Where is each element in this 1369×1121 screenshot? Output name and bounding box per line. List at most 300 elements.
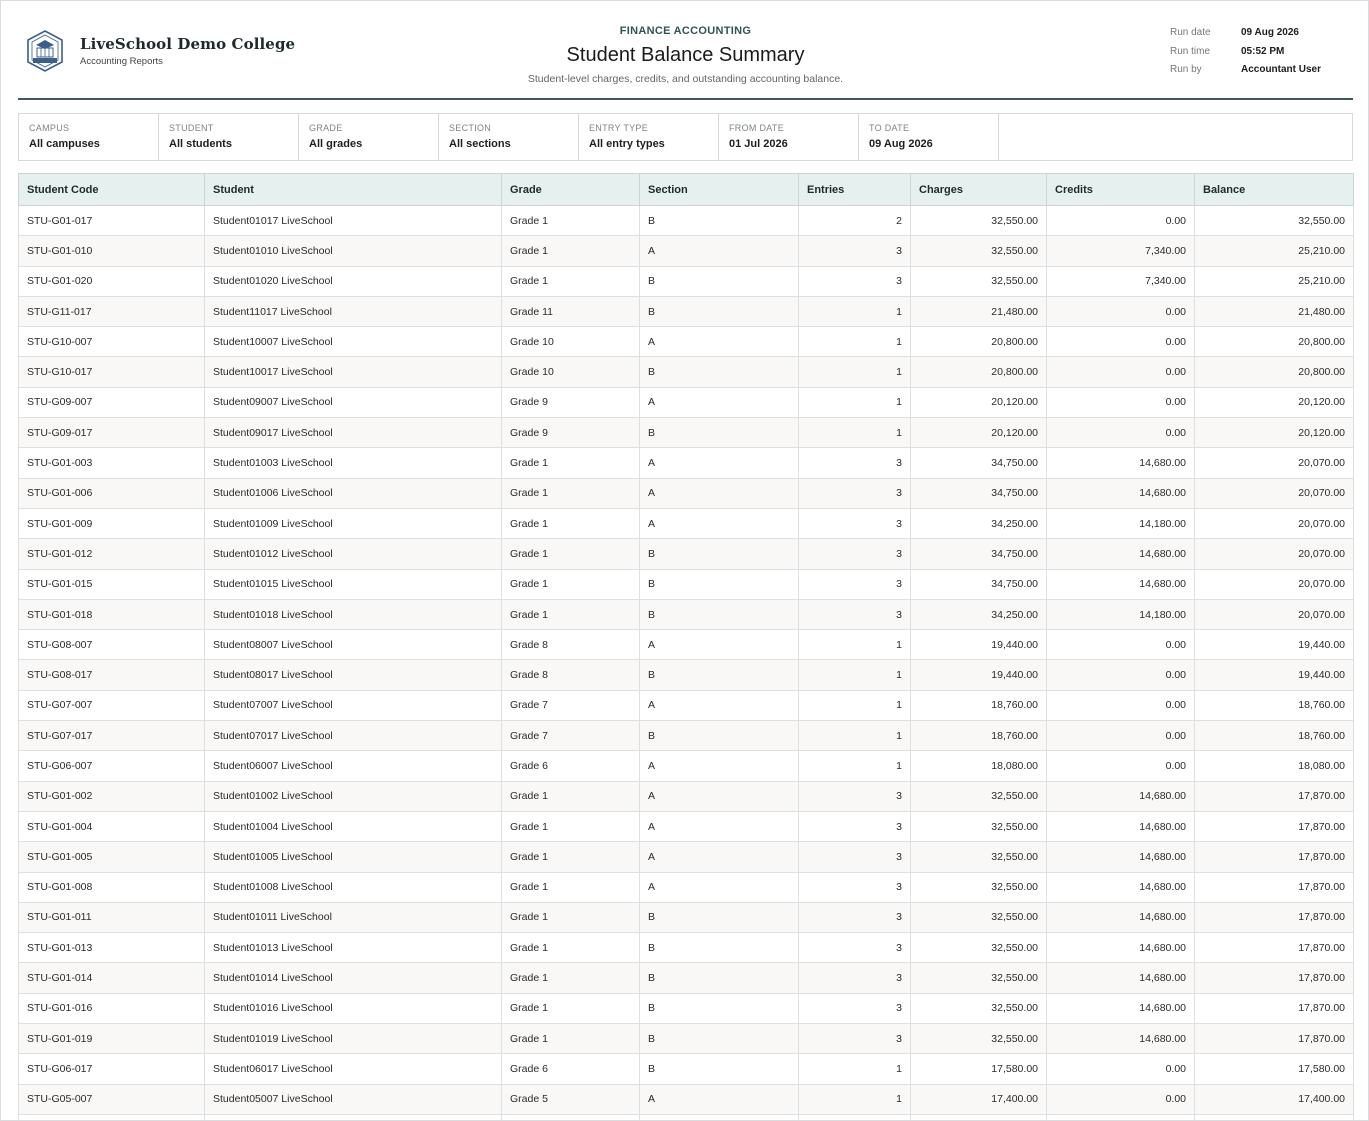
cell-student-code: STU-G01-010 xyxy=(19,236,205,266)
table-row xyxy=(19,569,1354,599)
cell-charges: 34,250.00 xyxy=(911,599,1047,629)
filter-label: STUDENT xyxy=(169,123,214,133)
cell-student: Student07007 LiveSchool xyxy=(205,690,502,720)
cell-balance: 17,870.00 xyxy=(1195,933,1354,963)
cell-credits: 0.00 xyxy=(1047,206,1195,236)
cell-grade: Grade 9 xyxy=(502,387,640,417)
cell-charges: 32,550.00 xyxy=(911,993,1047,1023)
cell-grade: Grade 1 xyxy=(502,781,640,811)
cell-grade: Grade 8 xyxy=(502,660,640,690)
filter-student xyxy=(159,114,299,160)
cell-section: A xyxy=(640,842,799,872)
cell-entries: 3 xyxy=(799,266,911,296)
cell-section: B xyxy=(640,418,799,448)
cell-entries: 1 xyxy=(799,357,911,387)
filter-value: All grades xyxy=(309,138,363,150)
cell-grade: Grade 10 xyxy=(502,357,640,387)
table-row xyxy=(19,539,1354,569)
cell-entries: 3 xyxy=(799,872,911,902)
cell-charges: 21,480.00 xyxy=(911,296,1047,326)
cell-entries: 3 xyxy=(799,781,911,811)
cell-grade: Grade 1 xyxy=(502,872,640,902)
column-header-section: Section xyxy=(640,174,799,206)
cell-student: Student08017 LiveSchool xyxy=(205,660,502,690)
cell-student: Student01020 LiveSchool xyxy=(205,266,502,296)
cell-charges: 19,440.00 xyxy=(911,660,1047,690)
cell-credits: 14,680.00 xyxy=(1047,902,1195,932)
cell-grade: Grade 1 xyxy=(502,236,640,266)
cell-section: B xyxy=(640,357,799,387)
cell-section: B xyxy=(640,993,799,1023)
table-row xyxy=(19,811,1354,841)
cell-balance: 17,400.00 xyxy=(1195,1084,1354,1114)
cell-credits: 0.00 xyxy=(1047,418,1195,448)
table-row xyxy=(19,1024,1354,1054)
report-title-block xyxy=(458,25,913,85)
cell-balance: 20,800.00 xyxy=(1195,357,1354,387)
cell-balance: 20,070.00 xyxy=(1195,569,1354,599)
cell-charges: 32,550.00 xyxy=(911,266,1047,296)
cell-section: A xyxy=(640,690,799,720)
cell-grade: Grade 1 xyxy=(502,933,640,963)
cell-student: Student09017 LiveSchool xyxy=(205,418,502,448)
cell-section: A xyxy=(640,327,799,357)
cell-balance: 17,870.00 xyxy=(1195,1024,1354,1054)
cell-charges: 34,750.00 xyxy=(911,478,1047,508)
cell-grade: Grade 1 xyxy=(502,599,640,629)
cell-balance: 17,580.00 xyxy=(1195,1054,1354,1084)
cell-grade: Grade 1 xyxy=(502,508,640,538)
cell-grade: Grade 1 xyxy=(502,811,640,841)
table-row xyxy=(19,296,1354,326)
cell-credits: 14,680.00 xyxy=(1047,842,1195,872)
cell-student: Student01016 LiveSchool xyxy=(205,993,502,1023)
cell-student-code: STU-G09-007 xyxy=(19,387,205,417)
table-row xyxy=(19,933,1354,963)
filter-entry-type xyxy=(579,114,719,160)
cell-credits: 0.00 xyxy=(1047,630,1195,660)
cell-student: Student01015 LiveSchool xyxy=(205,569,502,599)
table-row xyxy=(19,963,1354,993)
cell-grade: Grade 1 xyxy=(502,266,640,296)
filter-label: CAMPUS xyxy=(29,123,70,133)
column-header-grade: Grade xyxy=(502,174,640,206)
cell-credits: 14,680.00 xyxy=(1047,872,1195,902)
cell-balance: 18,080.00 xyxy=(1195,751,1354,781)
cell-student-code: STU-G07-017 xyxy=(19,721,205,751)
balance-table-wrap xyxy=(18,173,1353,1121)
cell-student-code: STU-G01-012 xyxy=(19,539,205,569)
table-row xyxy=(19,751,1354,781)
cell-entries: 1 xyxy=(799,1084,911,1114)
filter-label: FROM DATE xyxy=(729,123,785,133)
cell-balance: 18,760.00 xyxy=(1195,690,1354,720)
filter-campus xyxy=(19,114,159,160)
cell-credits: 0.00 xyxy=(1047,357,1195,387)
cell-credits: 14,680.00 xyxy=(1047,448,1195,478)
cell-charges: 19,440.00 xyxy=(911,630,1047,660)
cell-balance: 17,870.00 xyxy=(1195,811,1354,841)
cell-balance: 19,440.00 xyxy=(1195,660,1354,690)
cell-entries: 1 xyxy=(799,660,911,690)
table-row xyxy=(19,902,1354,932)
cell-charges: 32,550.00 xyxy=(911,206,1047,236)
cell-entries xyxy=(799,1114,911,1121)
cell-balance: 20,070.00 xyxy=(1195,478,1354,508)
cell-credits: 14,180.00 xyxy=(1047,599,1195,629)
cell-grade: Grade 1 xyxy=(502,539,640,569)
cell-section: B xyxy=(640,599,799,629)
brand xyxy=(24,29,295,73)
college-subtitle: Accounting Reports xyxy=(80,56,163,67)
cell-entries: 1 xyxy=(799,630,911,660)
meta-run-by xyxy=(1170,64,1321,83)
cell-charges: 18,080.00 xyxy=(911,751,1047,781)
cell-entries: 3 xyxy=(799,569,911,599)
cell-student-code: STU-G01-020 xyxy=(19,266,205,296)
cell-student: Student01003 LiveSchool xyxy=(205,448,502,478)
filter-value: All students xyxy=(169,138,232,150)
table-body xyxy=(19,206,1354,1121)
cell-balance: 17,870.00 xyxy=(1195,963,1354,993)
cell-grade: Grade 10 xyxy=(502,327,640,357)
cell-student: Student01017 LiveSchool xyxy=(205,206,502,236)
cell-balance: 20,120.00 xyxy=(1195,387,1354,417)
cell-student-code: STU-G01-008 xyxy=(19,872,205,902)
cell-credits: 14,680.00 xyxy=(1047,933,1195,963)
table-row xyxy=(19,660,1354,690)
report-header xyxy=(18,1,1353,100)
cell-entries: 3 xyxy=(799,236,911,266)
filter-from-date xyxy=(719,114,859,160)
cell-entries: 1 xyxy=(799,690,911,720)
cell-student: Student01011 LiveSchool xyxy=(205,902,502,932)
cell-charges: 20,800.00 xyxy=(911,327,1047,357)
cell-student: Student01005 LiveSchool xyxy=(205,842,502,872)
cell-balance: 17,870.00 xyxy=(1195,781,1354,811)
cell-section: B xyxy=(640,266,799,296)
cell-section: A xyxy=(640,236,799,266)
cell-grade: Grade 7 xyxy=(502,690,640,720)
cell-student: Student01006 LiveSchool xyxy=(205,478,502,508)
cell-section: A xyxy=(640,872,799,902)
cell-student-code: STU-G01-004 xyxy=(19,811,205,841)
cell-charges: 32,550.00 xyxy=(911,872,1047,902)
cell-entries: 3 xyxy=(799,539,911,569)
cell-grade: Grade 1 xyxy=(502,206,640,236)
cell-student: Student11017 LiveSchool xyxy=(205,296,502,326)
column-header-student: Student xyxy=(205,174,502,206)
cell-credits xyxy=(1047,1114,1195,1121)
cell-balance: 20,070.00 xyxy=(1195,448,1354,478)
meta-label: Run date xyxy=(1170,27,1211,38)
cell-section: A xyxy=(640,508,799,538)
cell-entries: 3 xyxy=(799,963,911,993)
cell-student: Student01002 LiveSchool xyxy=(205,781,502,811)
cell-section: A xyxy=(640,751,799,781)
cell-charges: 32,550.00 xyxy=(911,842,1047,872)
cell-credits: 7,340.00 xyxy=(1047,266,1195,296)
cell-section: B xyxy=(640,206,799,236)
table-row xyxy=(19,1084,1354,1114)
meta-label: Run by xyxy=(1170,64,1202,75)
table-row xyxy=(19,630,1354,660)
filter-to-date xyxy=(859,114,999,160)
cell-charges: 34,750.00 xyxy=(911,569,1047,599)
cell-student-code: STU-G01-005 xyxy=(19,842,205,872)
cell-credits: 14,680.00 xyxy=(1047,781,1195,811)
cell-grade: Grade 1 xyxy=(502,993,640,1023)
table-row xyxy=(19,721,1354,751)
cell-credits: 0.00 xyxy=(1047,690,1195,720)
cell-student: Student01009 LiveSchool xyxy=(205,508,502,538)
column-header-entries: Entries xyxy=(799,174,911,206)
table-row xyxy=(19,1054,1354,1084)
balance-table xyxy=(18,173,1354,1121)
cell-student-code: STU-G07-007 xyxy=(19,690,205,720)
cell-section: B xyxy=(640,721,799,751)
filter-label: ENTRY TYPE xyxy=(589,123,649,133)
cell-balance: 20,120.00 xyxy=(1195,418,1354,448)
report-kicker: FINANCE ACCOUNTING xyxy=(619,25,752,37)
meta-label: Run time xyxy=(1170,45,1211,57)
cell-credits: 14,680.00 xyxy=(1047,811,1195,841)
cell-student-code: STU-G08-017 xyxy=(19,660,205,690)
cell-charges: 34,750.00 xyxy=(911,448,1047,478)
cell-student: Student10007 LiveSchool xyxy=(205,327,502,357)
page-title: Student Balance Summary xyxy=(566,44,805,66)
cell-student-code: STU-G10-017 xyxy=(19,357,205,387)
cell-section xyxy=(640,1114,799,1121)
cell-entries: 1 xyxy=(799,721,911,751)
cell-section: B xyxy=(640,539,799,569)
cell-grade: Grade 9 xyxy=(502,418,640,448)
cell-credits: 7,340.00 xyxy=(1047,236,1195,266)
column-header-credits: Credits xyxy=(1047,174,1195,206)
cell-entries: 1 xyxy=(799,1054,911,1084)
cell-student-code: STU-G01-017 xyxy=(19,206,205,236)
cell-student-code: STU-G01-015 xyxy=(19,569,205,599)
meta-value: 05:52 PM xyxy=(1241,45,1285,57)
cell-student: Student06017 LiveSchool xyxy=(205,1054,502,1084)
filter-section xyxy=(439,114,579,160)
cell-section: A xyxy=(640,781,799,811)
cell-entries: 3 xyxy=(799,993,911,1023)
cell-charges: 32,550.00 xyxy=(911,811,1047,841)
cell-section: B xyxy=(640,1054,799,1084)
table-row xyxy=(19,1114,1354,1121)
cell-section: B xyxy=(640,296,799,326)
table-header-row xyxy=(19,174,1354,206)
cell-student: Student08007 LiveSchool xyxy=(205,630,502,660)
table-row xyxy=(19,418,1354,448)
cell-credits: 14,680.00 xyxy=(1047,1024,1195,1054)
table-row xyxy=(19,478,1354,508)
cell-entries: 1 xyxy=(799,296,911,326)
cell-balance: 19,440.00 xyxy=(1195,630,1354,660)
cell-balance: 21,480.00 xyxy=(1195,296,1354,326)
cell-section: B xyxy=(640,902,799,932)
cell-charges xyxy=(911,1114,1047,1121)
cell-student-code: STU-G08-007 xyxy=(19,630,205,660)
cell-charges: 17,400.00 xyxy=(911,1084,1047,1114)
report-description: Student-level charges, credits, and outstanding accounting balance. xyxy=(527,73,844,85)
cell-credits: 0.00 xyxy=(1047,660,1195,690)
cell-charges: 18,760.00 xyxy=(911,690,1047,720)
cell-student: Student01019 LiveSchool xyxy=(205,1024,502,1054)
cell-credits: 0.00 xyxy=(1047,296,1195,326)
filter-label: SECTION xyxy=(449,123,492,133)
table-row xyxy=(19,206,1354,236)
cell-credits: 0.00 xyxy=(1047,387,1195,417)
cell-section: B xyxy=(640,569,799,599)
filter-label: TO DATE xyxy=(869,123,910,133)
cell-student: Student01010 LiveSchool xyxy=(205,236,502,266)
cell-entries: 1 xyxy=(799,751,911,781)
cell-credits: 14,180.00 xyxy=(1047,508,1195,538)
cell-grade: Grade 1 xyxy=(502,963,640,993)
table-row xyxy=(19,357,1354,387)
cell-student-code: STU-G05-007 xyxy=(19,1084,205,1114)
column-header-charges: Charges xyxy=(911,174,1047,206)
cell-grade: Grade 8 xyxy=(502,630,640,660)
table-row xyxy=(19,781,1354,811)
cell-student: Student01013 LiveSchool xyxy=(205,933,502,963)
cell-charges: 32,550.00 xyxy=(911,963,1047,993)
cell-student: Student10017 LiveSchool xyxy=(205,357,502,387)
cell-balance: 20,070.00 xyxy=(1195,508,1354,538)
cell-charges: 20,120.00 xyxy=(911,418,1047,448)
cell-credits: 14,680.00 xyxy=(1047,569,1195,599)
cell-charges: 20,120.00 xyxy=(911,387,1047,417)
cell-balance: 25,210.00 xyxy=(1195,236,1354,266)
cell-entries: 3 xyxy=(799,1024,911,1054)
cell-entries: 3 xyxy=(799,478,911,508)
cell-entries: 2 xyxy=(799,206,911,236)
cell-section: B xyxy=(640,963,799,993)
cell-student: Student07017 LiveSchool xyxy=(205,721,502,751)
filter-label: GRADE xyxy=(309,123,343,133)
cell-student xyxy=(205,1114,502,1121)
cell-balance: 17,870.00 xyxy=(1195,842,1354,872)
cell-credits: 0.00 xyxy=(1047,1084,1195,1114)
table-row xyxy=(19,387,1354,417)
cell-charges: 34,750.00 xyxy=(911,539,1047,569)
cell-entries: 3 xyxy=(799,811,911,841)
meta-run-time xyxy=(1170,46,1321,65)
filter-grade xyxy=(299,114,439,160)
cell-section: B xyxy=(640,1024,799,1054)
cell-student: Student01018 LiveSchool xyxy=(205,599,502,629)
cell-grade: Grade 1 xyxy=(502,569,640,599)
cell-grade: Grade 6 xyxy=(502,1054,640,1084)
cell-grade: Grade 1 xyxy=(502,1024,640,1054)
column-header-balance: Balance xyxy=(1195,174,1354,206)
cell-balance: 20,070.00 xyxy=(1195,539,1354,569)
filter-value: All sections xyxy=(449,138,511,150)
cell-entries: 3 xyxy=(799,508,911,538)
college-crest-icon xyxy=(24,29,66,73)
meta-value: Accountant User xyxy=(1241,64,1322,75)
cell-entries: 3 xyxy=(799,599,911,629)
cell-charges: 32,550.00 xyxy=(911,1024,1047,1054)
table-row xyxy=(19,599,1354,629)
cell-grade: Grade 1 xyxy=(502,902,640,932)
college-name: LiveSchool Demo College xyxy=(80,35,296,53)
cell-charges: 17,580.00 xyxy=(911,1054,1047,1084)
table-row xyxy=(19,842,1354,872)
cell-credits: 14,680.00 xyxy=(1047,539,1195,569)
filter-bar xyxy=(18,113,1353,161)
table-row xyxy=(19,508,1354,538)
cell-credits: 0.00 xyxy=(1047,327,1195,357)
cell-grade: Grade 1 xyxy=(502,842,640,872)
cell-balance: 17,870.00 xyxy=(1195,872,1354,902)
filter-value: 09 Aug 2026 xyxy=(869,138,933,150)
table-row xyxy=(19,872,1354,902)
filter-value: All entry types xyxy=(589,138,665,150)
cell-charges: 20,800.00 xyxy=(911,357,1047,387)
cell-student-code: STU-G06-017 xyxy=(19,1054,205,1084)
cell-student-code: STU-G01-009 xyxy=(19,508,205,538)
cell-student-code: STU-G11-017 xyxy=(19,296,205,326)
table-row xyxy=(19,266,1354,296)
cell-student: Student01012 LiveSchool xyxy=(205,539,502,569)
cell-student-code: STU-G10-007 xyxy=(19,327,205,357)
table-row xyxy=(19,327,1354,357)
cell-student: Student06007 LiveSchool xyxy=(205,751,502,781)
cell-entries: 3 xyxy=(799,842,911,872)
cell-entries: 1 xyxy=(799,418,911,448)
cell-charges: 18,760.00 xyxy=(911,721,1047,751)
cell-entries: 3 xyxy=(799,448,911,478)
cell-student-code: STU-G01-011 xyxy=(19,902,205,932)
cell-grade: Grade 5 xyxy=(502,1084,640,1114)
cell-grade: Grade 7 xyxy=(502,721,640,751)
cell-section: A xyxy=(640,478,799,508)
cell-credits: 14,680.00 xyxy=(1047,963,1195,993)
cell-grade: Grade 11 xyxy=(502,296,640,326)
cell-student: Student09007 LiveSchool xyxy=(205,387,502,417)
cell-balance: 32,550.00 xyxy=(1195,206,1354,236)
cell-grade: Grade 1 xyxy=(502,478,640,508)
cell-section: B xyxy=(640,660,799,690)
cell-section: A xyxy=(640,630,799,660)
cell-credits: 0.00 xyxy=(1047,751,1195,781)
cell-entries: 1 xyxy=(799,387,911,417)
cell-grade: Grade 1 xyxy=(502,448,640,478)
cell-entries: 3 xyxy=(799,902,911,932)
cell-charges: 32,550.00 xyxy=(911,933,1047,963)
cell-student: Student01004 LiveSchool xyxy=(205,811,502,841)
cell-credits: 0.00 xyxy=(1047,1054,1195,1084)
cell-section: A xyxy=(640,387,799,417)
cell-student-code: STU-G01-019 xyxy=(19,1024,205,1054)
cell-balance: 17,870.00 xyxy=(1195,993,1354,1023)
column-header-student-code: Student Code xyxy=(19,174,205,206)
cell-credits: 14,680.00 xyxy=(1047,478,1195,508)
cell-student-code xyxy=(19,1114,205,1121)
cell-student: Student01014 LiveSchool xyxy=(205,963,502,993)
meta-value: 09 Aug 2026 xyxy=(1241,27,1299,38)
cell-student: Student01008 LiveSchool xyxy=(205,872,502,902)
filter-value: 01 Jul 2026 xyxy=(729,138,788,150)
cell-entries: 1 xyxy=(799,327,911,357)
cell-student-code: STU-G01-018 xyxy=(19,599,205,629)
cell-student-code: STU-G06-007 xyxy=(19,751,205,781)
filter-value: All campuses xyxy=(29,138,100,150)
cell-balance: 25,210.00 xyxy=(1195,266,1354,296)
